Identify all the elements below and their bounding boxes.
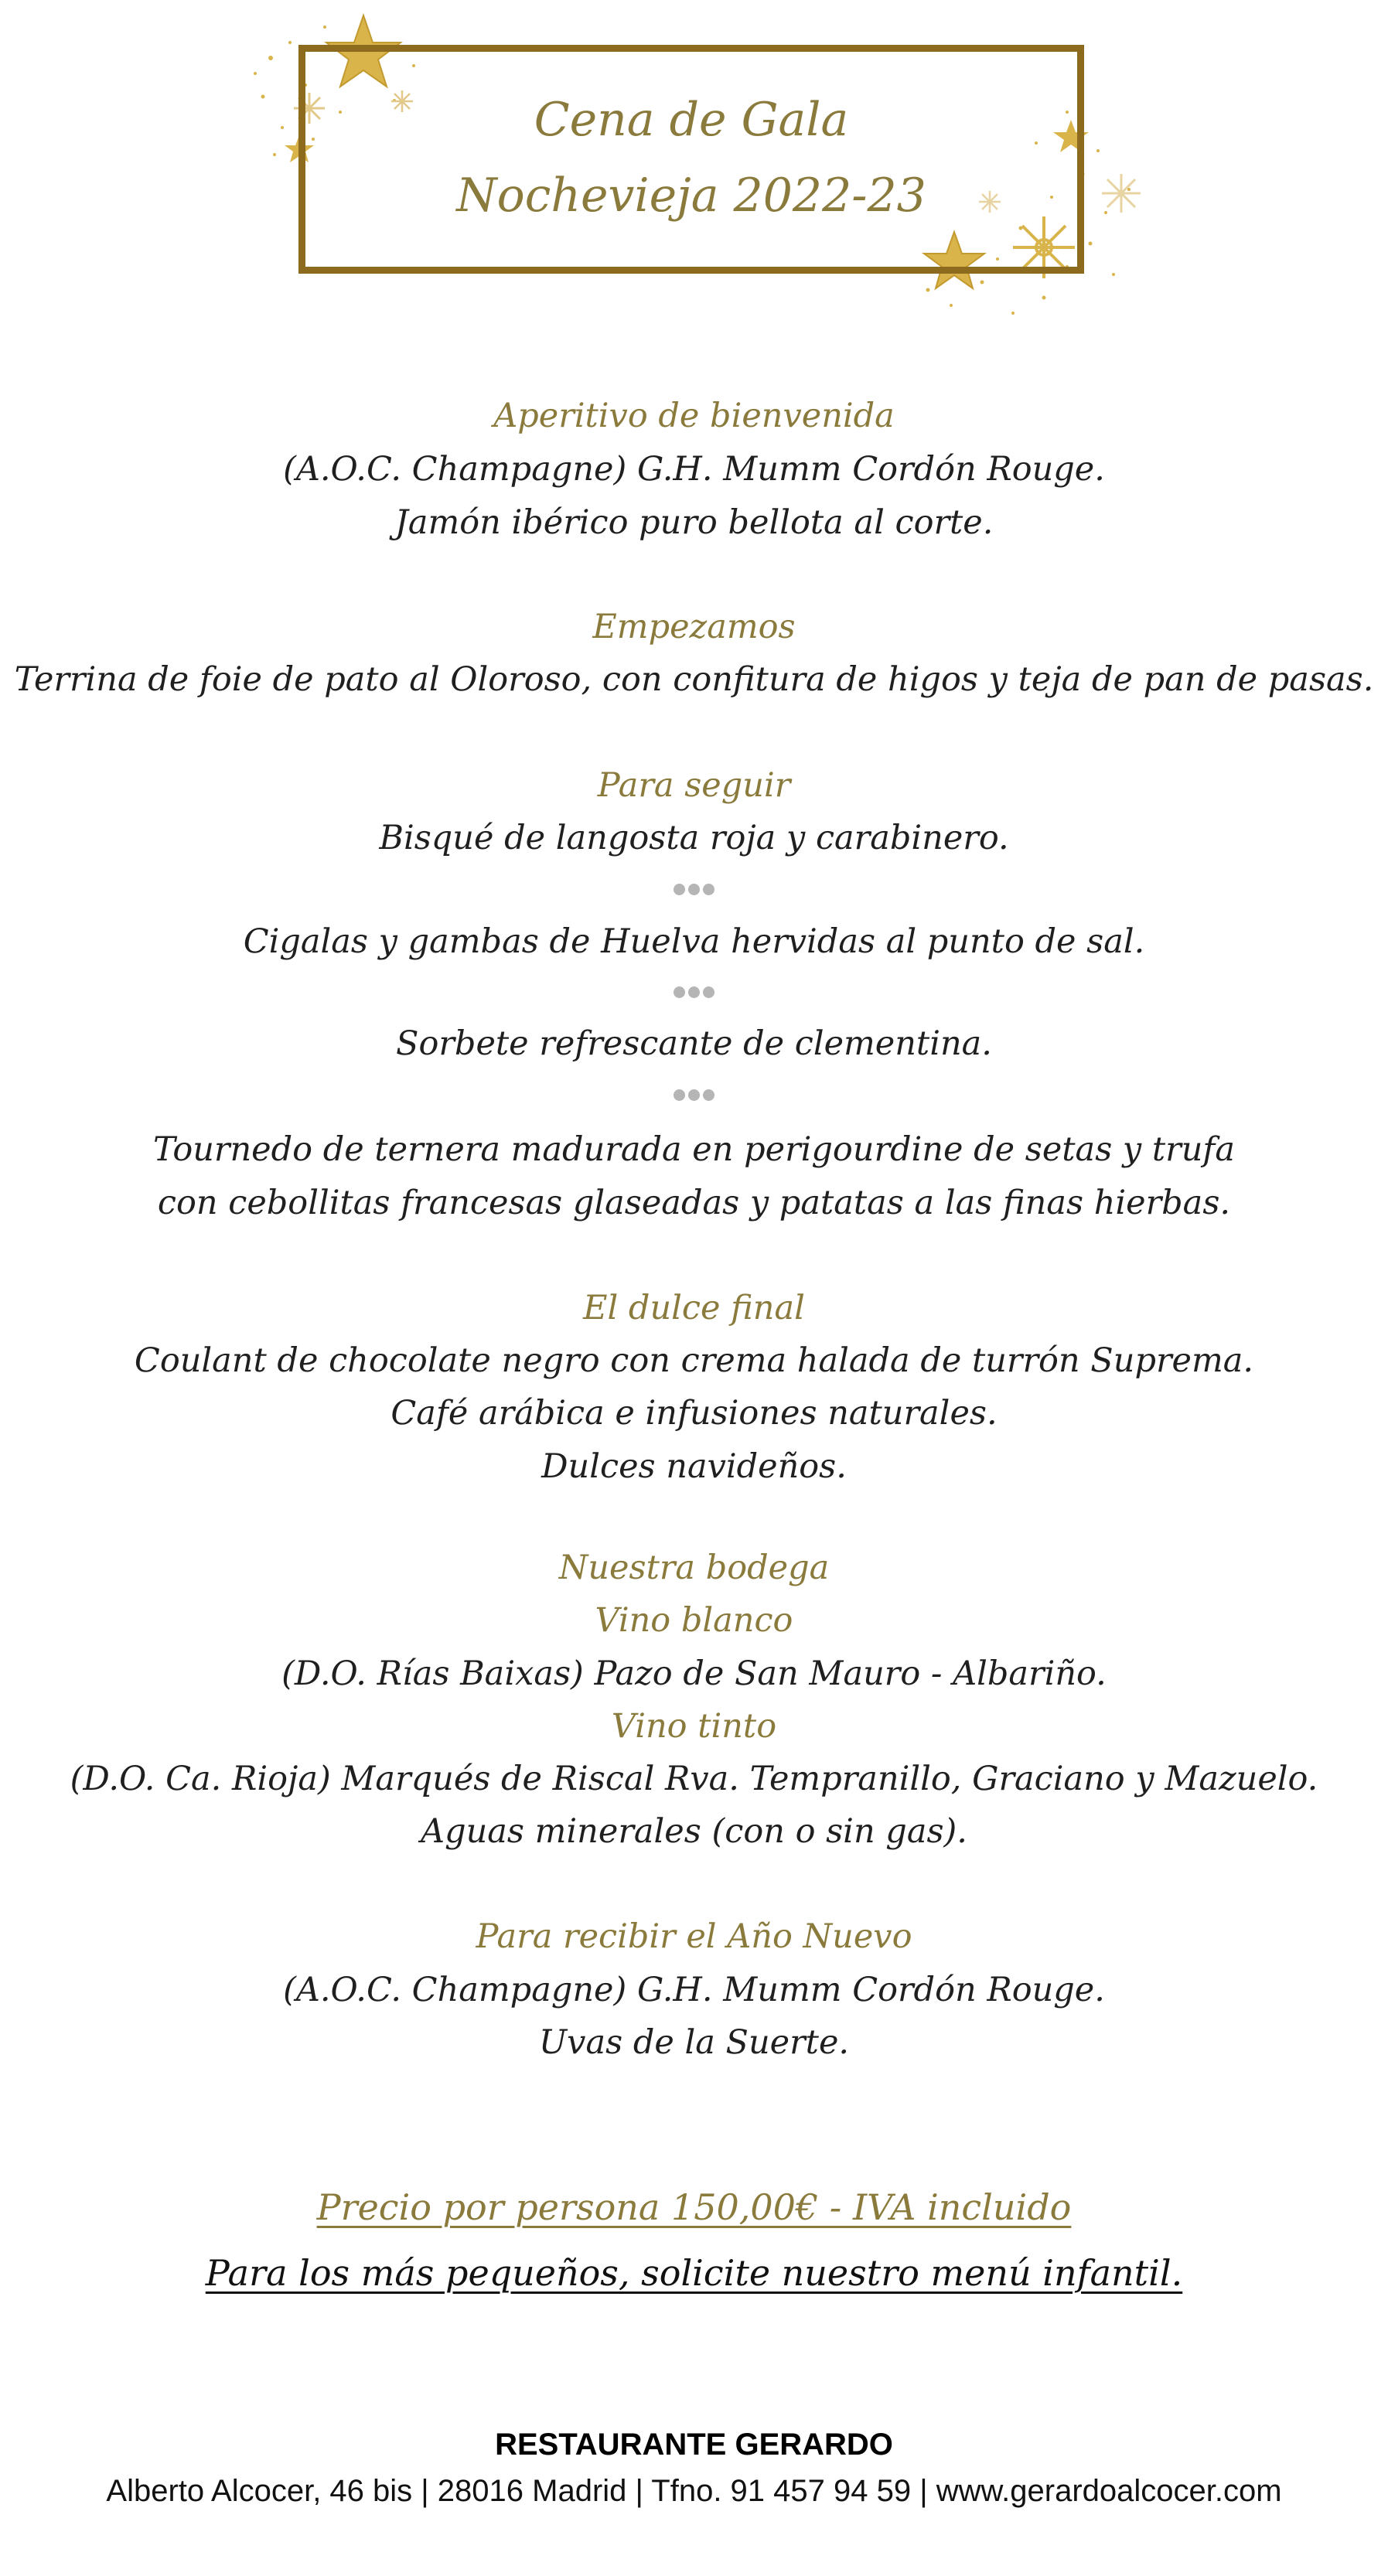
page-title: Cena de Gala [534, 93, 849, 147]
menu-item: Tournedo de ternera madurada en perigourdine de setas y trufa [153, 1130, 1235, 1169]
snowflake-icon [1102, 174, 1141, 213]
subheading-vino-tinto: Vino tinto [611, 1707, 777, 1746]
kids-menu-note: Para los más pequeños, solicite nuestro menú infantil. [205, 2252, 1183, 2294]
page-subtitle: Nochevieja 2022-23 [456, 169, 926, 223]
section-heading-ano-nuevo: Para recibir el Año Nuevo [476, 1917, 912, 1956]
menu-item: Bisqué de langosta roja y carabinero. [379, 819, 1009, 857]
menu-item: (D.O. Rías Baixas) Pazo de San Mauro - Albariño. [281, 1654, 1107, 1693]
menu-item: Café arábica e infusiones naturales. [390, 1394, 998, 1433]
dot-separator [0, 884, 1388, 899]
menu-item: Cigalas y gambas de Huelva hervidas al punto de sal. [243, 922, 1145, 961]
menu-item: Sorbete refrescante de clementina. [396, 1024, 992, 1063]
section-heading-para-seguir: Para seguir [597, 766, 791, 805]
menu-item: Coulant de chocolate negro con crema halada de turrón Suprema. [134, 1341, 1254, 1380]
section-heading-aperitivo: Aperitivo de bienvenida [493, 397, 895, 435]
menu-item: (A.O.C. Champagne) G.H. Mumm Cordón Rouge. [283, 450, 1105, 489]
menu-item: (A.O.C. Champagne) G.H. Mumm Cordón Rouge. [283, 1971, 1105, 2009]
section-heading-bodega: Nuestra bodega [558, 1549, 830, 1587]
menu-item: Aguas minerales (con o sin gas). [421, 1812, 967, 1851]
section-heading-dulce-final: El dulce final [583, 1289, 805, 1327]
dot-separator [0, 986, 1388, 1002]
menu-item: Jamón ibérico puro bellota al corte. [394, 503, 994, 542]
menu-item: con cebollitas francesas glaseadas y patatas a las finas hierbas. [157, 1184, 1231, 1222]
section-heading-empezamos: Empezamos [592, 608, 796, 646]
menu-item: Dulces navideños. [541, 1447, 847, 1486]
menu-item: (D.O. Ca. Rioja) Marqués de Riscal Rva. Tempranillo, Graciano y Mazuelo. [70, 1760, 1318, 1798]
restaurant-name: RESTAURANTE GERARDO [495, 2428, 893, 2462]
price-per-person: Precio por persona 150,00€ - IVA incluido [316, 2186, 1072, 2228]
header-frame [298, 45, 1084, 274]
menu-item: Terrina de foie de pato al Oloroso, con confitura de higos y teja de pan de pasas. [14, 660, 1374, 699]
restaurant-address: Alberto Alcocer, 46 bis | 28016 Madrid | Tfno. 91 457 94 59 | www.gerardoalcocer.com [106, 2474, 1282, 2508]
subheading-vino-blanco: Vino blanco [595, 1601, 793, 1640]
menu-item: Uvas de la Suerte. [538, 2023, 850, 2062]
dot-separator [0, 1089, 1388, 1105]
